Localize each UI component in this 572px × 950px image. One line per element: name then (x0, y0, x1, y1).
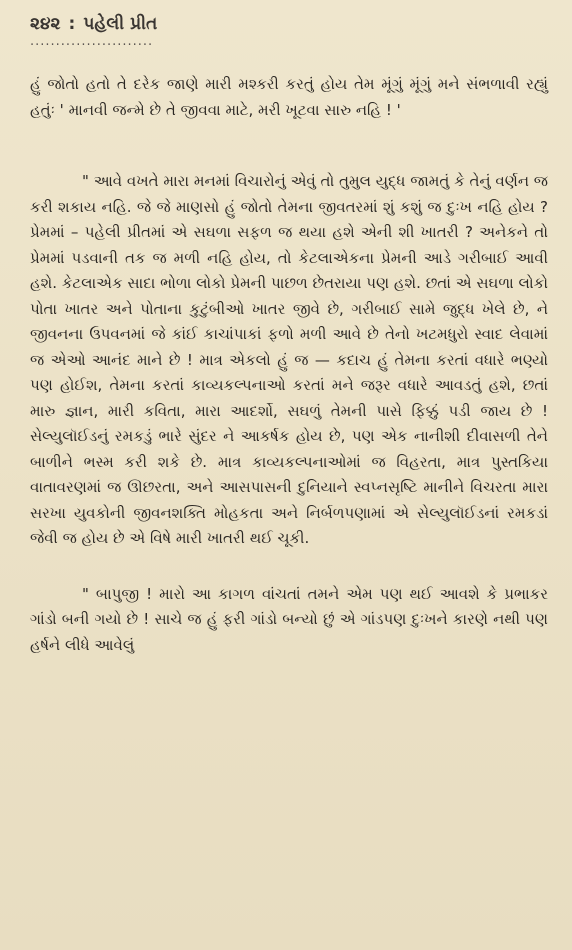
page-number: ૨૪૨ (30, 14, 61, 34)
header-separator: : (68, 14, 76, 34)
dotted-rule: ........................ (30, 36, 154, 48)
body-text (30, 72, 548, 658)
running-header (30, 14, 548, 34)
book-title: પહેલી પ્રીત (83, 14, 158, 34)
paragraph-1: હું જોતો હતો તે દરેક જાણે મારી મશ્કરી કરતું હોય તેમ મૂંગું મૂંગું મને સંભળાવી રહ્યું હતુંઃ ' માનવી જન્મે છે તે જીવવા માટે, મરી ખૂટવા સારુ નહિ ! ' (30, 75, 548, 119)
paragraph-3: " બાપુજી ! મારો આ કાગળ વાંચતાં તમને એમ પણ થઈ આવશે કે પ્રભાકર ગાંડો બની ગયો છે ! સાચે જ હું ફરી ગાંડો બન્યો છું એ ગાંડપણ દુઃખને કારણે નથી પણ હર્ષને લીધે આવેલું (30, 584, 548, 654)
paragraph-2: " આવે વખતે મારા મનમાં વિચારોનું એવું તો તુમુલ યુદ્ધ જામતું કે તેનું વર્ણન જ કરી શકાય નહિ. જે જે માણસો હું જોતો તેમના જીવતરમાં શું કશું જ દુઃખ નહિ હોય ? પ્રેમમાં – પહેલી પ્રીતમાં એ સઘળા સફળ જ થયા હશે એની શી ખાતરી ? અનેકને તો પ્રેમમાં પડવાની તક જ મળી નહિ હોય, તો કેટલાએકના પ્રેમની આડે ગરીબાઈ આવી હશે. કેટલાએક સાદા ભોળા લોકો પ્રેમની પાછળ છેતરાયા પણ હશે. છતાં એ સઘળા લોકો પોતા ખાતર અને પોતાના કુટુંબીઓ ખાતર જીવે છે, ગરીબાઈ સામે જુદ્ધ ખેલે છે, ને જીવનના ઉપવનમાં જે કાંઈ કાચાંપાકાં ફળો મળી આવે છે તેનો ખટમધુરો સ્વાદ લેવામાં જ એઓ આનંદ માને છે ! માત્ર એકલો હું જ — કદાચ હું તેમના કરતાં વધારે ભણ્યો પણ હોઈશ, તેમના કરતાં કાવ્યકલ્પનાઓ કરતાં મને જરૂર વધારે આવડતું હશે, છતાં મારુ જ્ઞાન, મારી કવિતા, મારા આદર્શો, સઘળું તેમની પાસે ફિક્કું પડી જાય છે ! સેલ્યુલૉઈડનું રમકડું ભારે સુંદર ને આકર્ષક હોય છે, પણ એક નાનીશી દીવાસળી તેને બાળીને ભસ્મ કરી શકે છે. માત્ર કાવ્યકલ્પનાઓમાં જ વિહરતા, માત્ર પુસ્તકિયા વાતાવરણમાં જ ઊછરતા, અને આસપાસની દુનિયાને સ્વપ્નસૃષ્ટિ માનીને વિચરતા મારા સરખા યુવકોની જીવનશક્તિ મોહકતા અને નિર્બળપણામાં એ સેલ્યુલૉઈડનાં રમકડાં જેવી જ હોય છે એ વિષે મારી ખાતરી થઈ ચૂકી. (30, 172, 548, 547)
